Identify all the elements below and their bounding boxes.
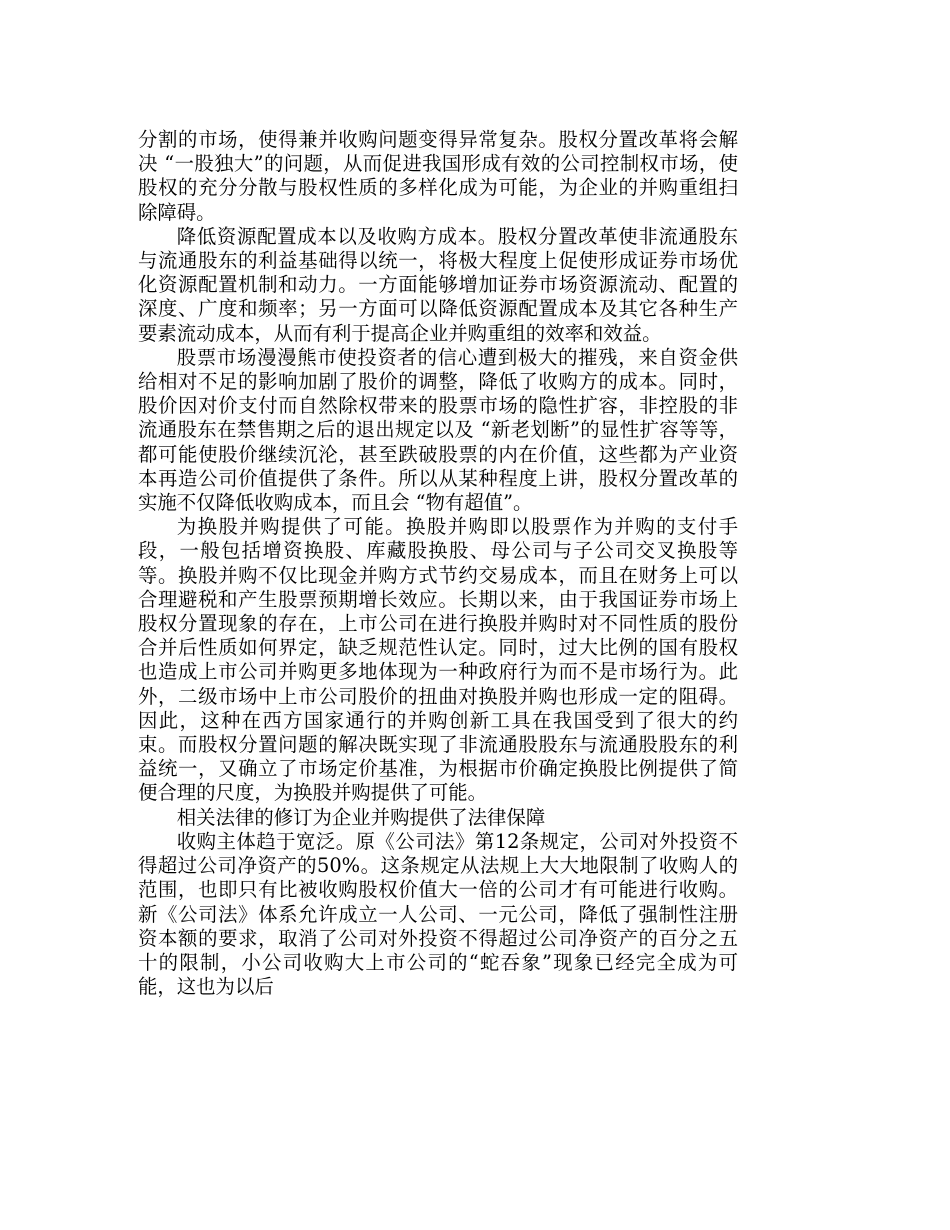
paragraph-legal-heading: 相关法律的修订为企业并购提供了法律保障 bbox=[176, 805, 546, 829]
paragraph-share-swap: 为换股并购提供了可能。换股并购即以股票作为并购的支付手段，一般包括增资换股、库藏股换股、母公司与子公司交叉换股等等。换股并购不仅比现金并购方式节约交易成本，而且在财务上可以合理避税和产生股票预期增长效应。长期以来，由于我国证券市场上股权分置现象的存在，上市公司在进行换股并购时对不同性质的股份合并后性质如何界定，缺乏规范性认定。同时，过大比例的国有股权也造成上市公司并购更多地体现为一种政府行为而不是市场行为。此外，二级市场中上市公司股价的扭曲对换股并购也形成一定的阻碍。因此，这种在西方国家通行的并购创新工具在我国受到了很大的约束。而股权分置问题的解决既实现了非流通股股东与流通股股东的利益统一，又确立了市场定价基准，为根据市价确定换股比例提供了简便合理的尺度，为换股并购提供了可能。 bbox=[138, 515, 738, 805]
paragraph-intro-continuation: 分割的市场，使得兼并收购问题变得异常复杂。股权分置改革将会解决 “一股独大”的问题，从而促进我国形成有效的公司控制权市场，使股权的充分分散与股权性质的多样化成为可能，为企业的并购重组扫除障碍。 bbox=[138, 128, 738, 224]
document-body bbox=[138, 128, 738, 999]
paragraph-cost-reduction: 降低资源配置成本以及收购方成本。股权分置改革使非流通股东与流通股东的利益基础得以统一，将极大程度上促使形成证券市场优化资源配置机制和动力。一方面能够增加证券市场资源流动、配置的深度、广度和频率；另一方面可以降低资源配置成本及其它各种生产要素流动成本，从而有利于提高企业并购重组的效率和效益。 bbox=[138, 224, 738, 345]
paragraph-bear-market: 股票市场漫漫熊市使投资者的信心遭到极大的摧残，来自资金供给相对不足的影响加剧了股价的调整，降低了收购方的成本。同时，股价因对价支付而自然除权带来的股票市场的隐性扩容，非控股的非流通股东在禁售期之后的退出规定以及 “新老划断”的显性扩容等等，都可能使股价继续沉沦，甚至跌破股票的内在价值，这些都为产业资本再造公司价值提供了条件。所以从某种程度上讲，股权分置改革的实施不仅降低收购成本，而且会 “物有超值”。 bbox=[138, 345, 738, 515]
paragraph-acquirer-scope: 收购主体趋于宽泛。原《公司法》第12条规定，公司对外投资不得超过公司净资产的50%。这条规定从法规上大大地限制了收购人的范围，也即只有比被收购股权价值大一倍的公司才有可能进行收购。新《公司法》体系允许成立一人公司、一元公司，降低了强制性注册资本额的要求，取消了公司对外投资不得超过公司净资产的百分之五十的限制，小公司收购大上市公司的“蛇吞象”现象已经完全成为可能，这也为以后 bbox=[138, 829, 738, 999]
